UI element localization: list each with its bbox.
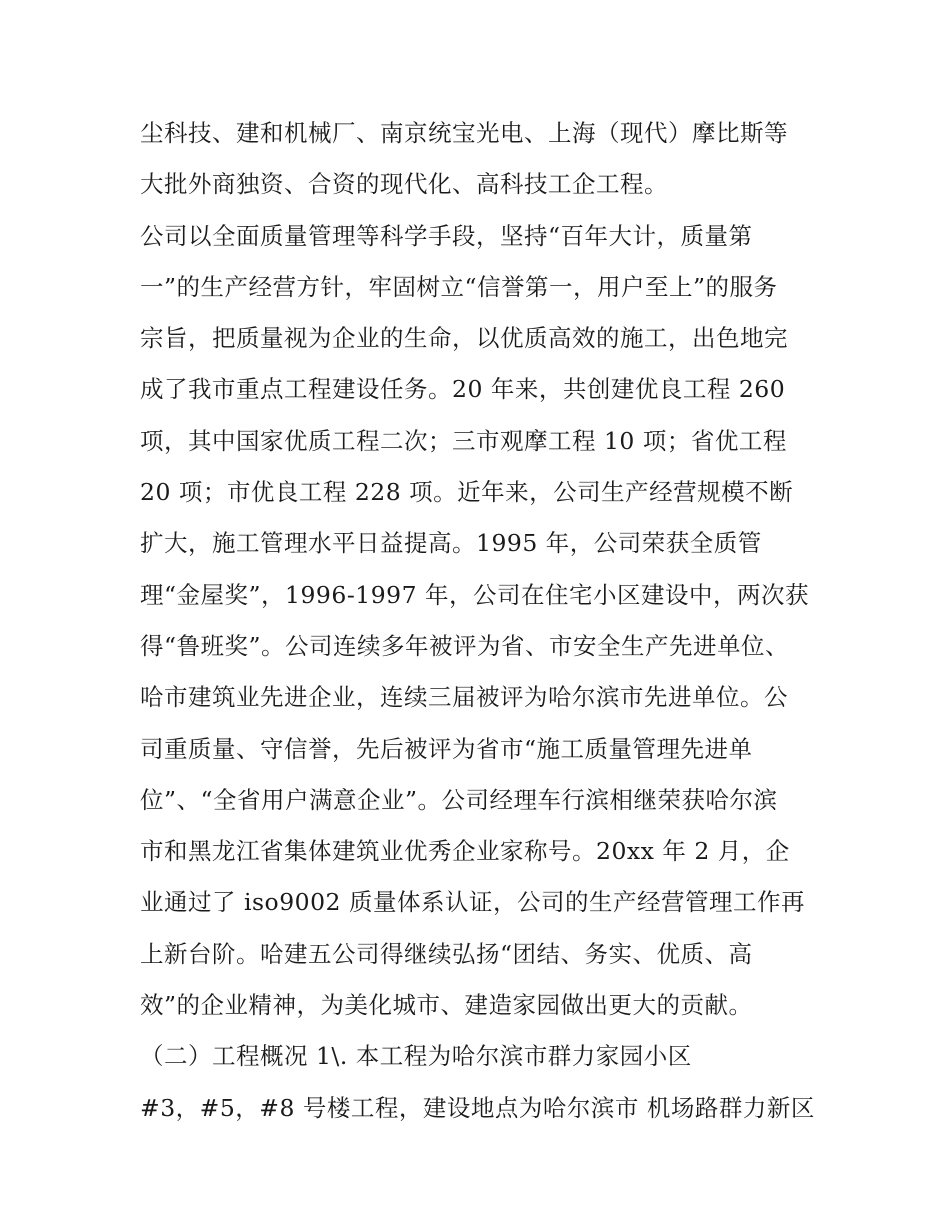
text-line: 得“鲁班奖”。公司连续多年被评为省、市安全生产先进单位、 [140,631,790,660]
text-line: 理“金屋奖”，1996-1997 年，公司在住宅小区建设中，两次获 [140,580,810,609]
text-line: 成了我市重点工程建设任务。20 年来，共创建优良工程 260 [140,375,786,404]
text-line: 扩大，施工管理水平日益提高。1995 年，公司荣获全质管 [140,529,762,558]
document-body [140,108,820,1134]
text-line: 司重质量、守信誉，先后被评为省市“施工质量管理先进单 [140,734,753,763]
text-line: 宗旨，把质量视为企业的生命，以优质高效的施工，出色地完 [140,324,788,353]
text-line: 位”、“全省用户满意企业”。公司经理车行滨相继荣获哈尔滨 [140,785,778,814]
text-line: 一”的生产经营方针，牢固树立“信誉第一，用户至上”的服务 [140,272,778,301]
text-line: 大批外商独资、合资的现代化、高科技工企工程。 [140,170,668,199]
text-line: 哈市建筑业先进企业，连续三届被评为哈尔滨市先进单位。公 [140,683,788,712]
text-line: 效”的企业精神，为美化城市、建造家园做出更大的贡献。 [140,991,753,1020]
text-line: 业通过了 iso9002 质量体系认证，公司的生产经营管理工作再 [140,888,805,917]
text-line: 上新台阶。哈建五公司得继续弘扬“团结、务实、优质、高 [140,939,753,968]
text-line: 公司以全面质量管理等科学手段，坚持“百年大计，质量第 [140,221,753,250]
text-line: 项，其中国家优质工程二次；三市观摩工程 10 项；省优工程 [140,426,787,455]
text-line: 尘科技、建和机械厂、南京统宝光电、上海（现代）摩比斯等 [140,119,788,147]
text-line: #3，#5，#8 号楼工程，建设地点为哈尔滨市 机场路群力新区 [140,1093,815,1122]
text-line: （二）工程概况 1\. 本工程为哈尔滨市群力家园小区 [140,1042,692,1071]
text-line: 20 项；市优良工程 228 项。近年来，公司生产经营规模不断 [140,478,794,507]
text-line: 市和黑龙江省集体建筑业优秀企业家称号。20xx 年 2 月，企 [140,837,790,866]
